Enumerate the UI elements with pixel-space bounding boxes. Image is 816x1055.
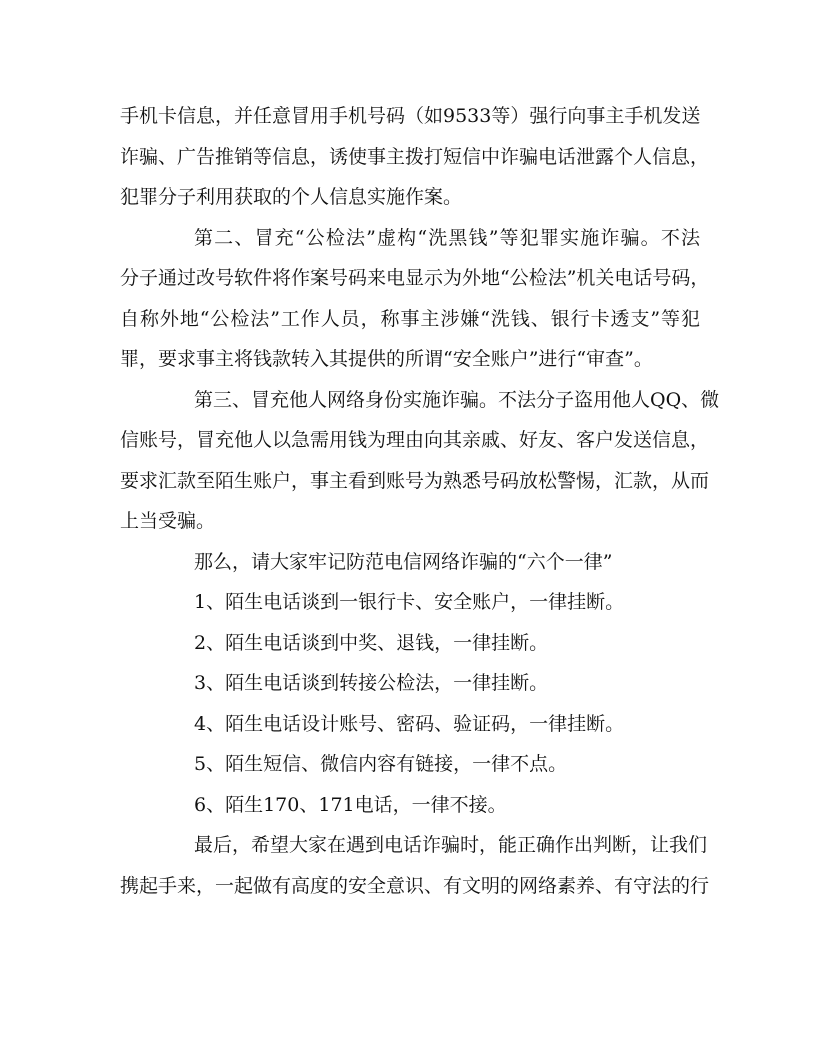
text-line: 分子通过改号软件将作案号码来电显示为外地“公检法”机关电话号码， — [120, 267, 710, 289]
text-line: 信账号，冒充他人以急需用钱为理由向其亲戚、好友、客户发送信息， — [120, 429, 710, 451]
text-line: 要求汇款至陌生账户，事主看到账号为熟悉号码放松警惕，汇款，从而 — [120, 469, 710, 492]
list-item: 5、陌生短信、微信内容有链接，一律不点。 — [194, 753, 568, 775]
list-item: 6、陌生170、171电话，一律不接。 — [194, 793, 507, 816]
text-line: 自称外地“公检法”工作人员，称事主涉嫌“洗钱、银行卡透支”等犯 — [120, 307, 700, 330]
list-item: 3、陌生电话谈到转接公检法，一律挂断。 — [194, 672, 549, 694]
text-line: 犯罪分子利用获取的个人信息实施作案。 — [120, 186, 463, 208]
text-line: 手机卡信息，并任意冒用手机号码（如9533等）强行向事主手机发送 — [120, 105, 701, 127]
text-line: 诈骗、广告推销等信息，诱使事主拨打短信中诈骗电话泄露个人信息， — [120, 145, 710, 168]
text-line: 罪，要求事主将钱款转入其提供的所谓“安全账户”进行“审查”。 — [120, 348, 653, 370]
text-line: 上当受骗。 — [120, 510, 216, 532]
text-line: 携起手来，一起做有高度的安全意识、有文明的网络素养、有守法的行 — [120, 874, 710, 897]
list-item: 2、陌生电话谈到中奖、退钱，一律挂断。 — [194, 631, 549, 654]
text-line: 第三、冒充他人网络身份实施诈骗。不法分子盗用他人QQ、微 — [194, 388, 720, 411]
text-line: 那么，请大家牢记防范电信网络诈骗的“六个一律” — [194, 550, 613, 573]
list-item: 1、陌生电话谈到一银行卡、安全账户，一律挂断。 — [194, 591, 625, 613]
document-body — [120, 96, 720, 906]
list-item: 4、陌生电话设计账号、密码、验证码，一律挂断。 — [194, 712, 625, 735]
text-line: 第二、冒充“公检法”虚构“洗黑钱”等犯罪实施诈骗。不法 — [194, 226, 700, 249]
text-line: 最后，希望大家在遇到电话诈骗时，能正确作出判断，让我们 — [194, 834, 708, 856]
